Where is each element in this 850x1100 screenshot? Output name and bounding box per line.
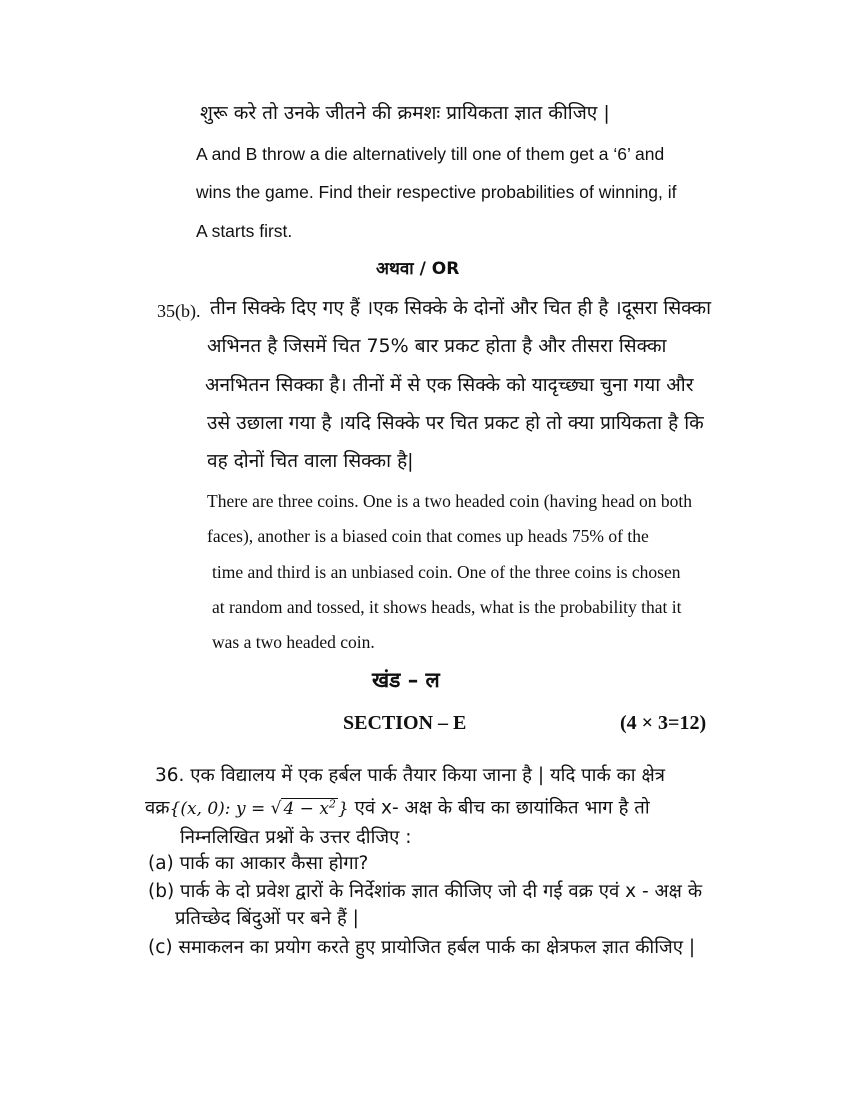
q35b-english-line-3: time and third is an unbiased coin. One of the three coins is chosen: [212, 562, 681, 582]
math-open: {(: [169, 798, 187, 819]
q36-line-1: 36. एक विद्यालय में एक हर्बल पार्क तैयार किया जाना है | यदि पार्क का क्षेत्र: [155, 765, 665, 786]
q35b-hindi-line-4: उसे उछाला गया है ।यदि सिक्के पर चित प्रकट हो तो क्या प्रायिकता है कि: [207, 412, 704, 434]
math-close: }: [337, 798, 349, 819]
or-label: अथवा / OR: [376, 259, 460, 279]
math-y: y: [235, 798, 246, 819]
sqrt-expression: √ $4 - x^2$: [270, 797, 336, 819]
math-x: x: [186, 798, 197, 819]
q36-line-2-prefix: वक्र: [145, 797, 170, 819]
q35b-number: 35(b).: [157, 301, 201, 321]
math-radicand: 4 − x: [283, 798, 329, 819]
q36-line-2-suffix: एवं x- अक्ष के बीच का छायांकित भाग है तो: [354, 797, 650, 819]
q35a-hindi-tail: शुरू करे तो उनके जीतने की क्रमशः प्रायिकता ज्ञात कीजिए |: [200, 102, 610, 124]
math-exponent: 2: [328, 797, 336, 810]
math-eq: =: [250, 798, 266, 819]
q36-part-b-cont: प्रतिच्छेद बिंदुओं पर बने हैं |: [175, 908, 359, 929]
math-mid: , 0):: [196, 798, 231, 819]
section-marks: (4 × 3=12): [620, 712, 707, 734]
q35b-english-line-4: at random and tossed, it shows heads, what is the probability that it: [212, 597, 682, 617]
q35a-english-line-1: A and B throw a die alternatively till one of them get a ‘6’ and: [196, 144, 665, 164]
q36-part-c: (c) समाकलन का प्रयोग करते हुए प्रायोजित हर्बल पार्क का क्षेत्रफल ज्ञात कीजिए |: [148, 937, 696, 958]
q36-part-b: (b) पार्क के दो प्रवेश द्वारों के निर्देशांक ज्ञात कीजिए जो दी गई वक्र एवं x - अक्ष के: [148, 881, 703, 902]
q35b-hindi-line-5: वह दोनों चित वाला सिक्का है|: [207, 450, 414, 472]
q35b-hindi-line-1: तीन सिक्के दिए गए हैं ।एक सिक्के के दोनों और चित ही है ।दूसरा सिक्का: [210, 297, 712, 319]
q35a-english-line-3: A starts first.: [196, 221, 293, 241]
curve-equation: [170, 799, 349, 819]
q35b-hindi-line-3: अनभितन सिक्का है। तीनों में से एक सिक्के को यादृच्छ्या चुना गया और: [205, 374, 694, 396]
q36-line-2: [145, 798, 650, 818]
q35b-english-line-2: faces), another is a biased coin that comes up heads 75% of the: [207, 526, 649, 546]
q35b-english-line-1: There are three coins. One is a two headed coin (having head on both: [207, 491, 692, 511]
section-english-title: SECTION – E: [343, 712, 467, 734]
q36-part-a: (a) पार्क का आकार कैसा होगा?: [148, 853, 369, 874]
q35a-english-line-2: wins the game. Find their respective probabilities of winning, if: [196, 182, 677, 202]
section-hindi-title: खंड – ल: [372, 668, 440, 692]
q35b-english-line-5: was a two headed coin.: [212, 632, 375, 652]
q35b-hindi-line-2: अभिनत है जिसमें चित 75% बार प्रकट होता है और तीसरा सिक्का: [207, 335, 667, 357]
q36-line-3: निम्नलिखित प्रश्नों के उत्तर दीजिए :: [180, 827, 412, 848]
